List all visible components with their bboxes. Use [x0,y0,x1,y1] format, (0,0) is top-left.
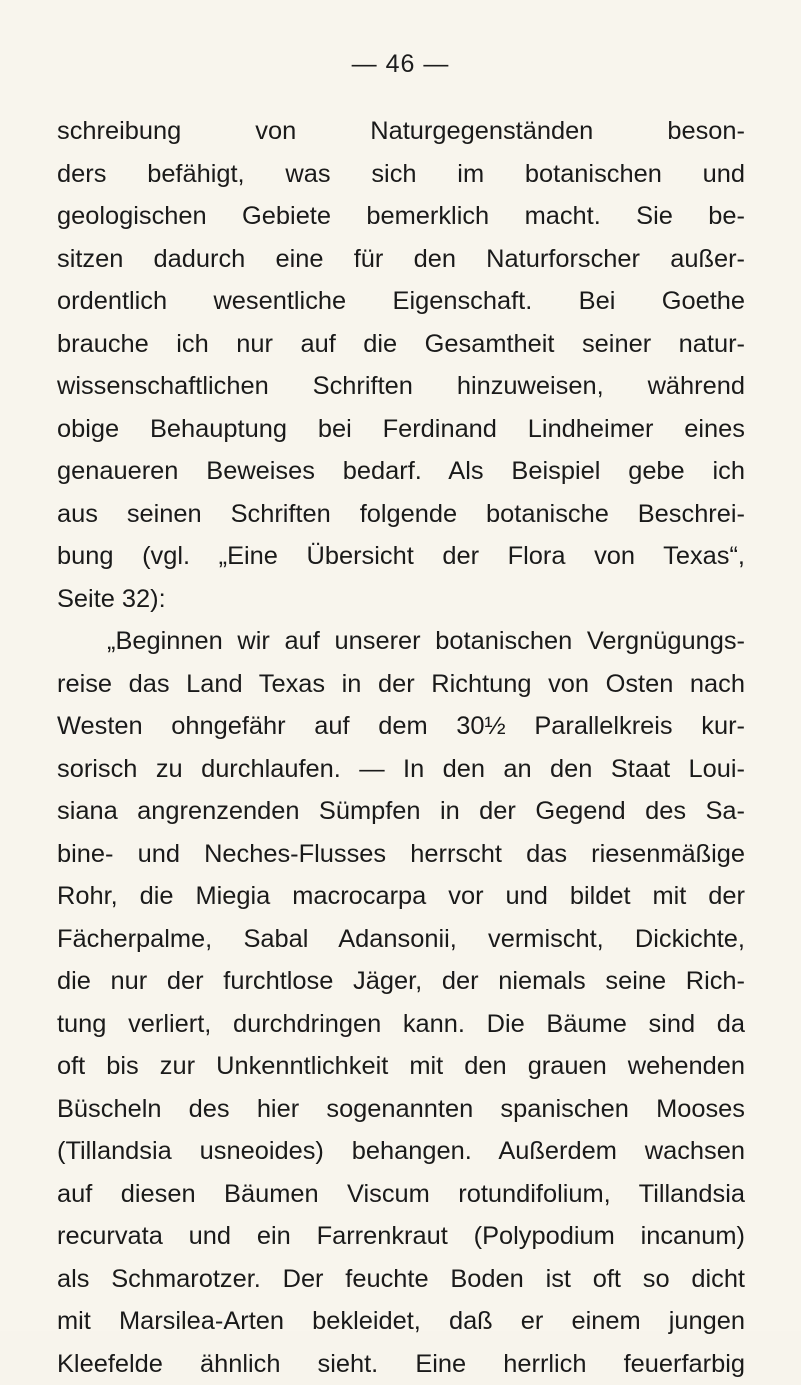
text-line: Fächerpalme, Sabal Adansonii, vermischt, Dickichte, [57,918,745,961]
text-line: ordentlich wesentliche Eigenschaft. Bei Goethe [57,280,745,323]
text-line: ders befähigt, was sich im botanischen und [57,153,745,196]
page-number: — 46 — [0,50,801,79]
text-line: bine- und Neches-Flusses herrscht das riesenmäßige [57,833,745,876]
text-line: Büscheln des hier sogenannten spanischen Mooses [57,1088,745,1131]
text-line: recurvata und ein Farrenkraut (Polypodium incanum) [57,1215,745,1258]
text-line: Rohr, die Miegia macrocarpa vor und bildet mit der [57,875,745,918]
text-line: als Schmarotzer. Der feuchte Boden ist oft so dicht [57,1258,745,1301]
text-line: Kleefelde ähnlich sieht. Eine herrlich feuerfarbig [57,1343,745,1385]
text-line: brauche ich nur auf die Gesamtheit seiner natur- [57,323,745,366]
body-text [57,110,745,1385]
text-line: sitzen dadurch eine für den Naturforscher außer- [57,238,745,281]
text-line: schreibung von Naturgegenständen beson- [57,110,745,153]
text-line: oft bis zur Unkenntlichkeit mit den grauen wehenden [57,1045,745,1088]
text-line: obige Behauptung bei Ferdinand Lindheimer eines [57,408,745,451]
text-line: mit Marsilea-Arten bekleidet, daß er einem jungen [57,1300,745,1343]
text-line: die nur der furchtlose Jäger, der niemals seine Rich- [57,960,745,1003]
text-line: „Beginnen wir auf unserer botanischen Vergnügungs- [57,620,745,663]
text-line: tung verliert, durchdringen kann. Die Bäume sind da [57,1003,745,1046]
text-line: sorisch zu durchlaufen. — In den an den Staat Loui- [57,748,745,791]
text-line: (Tillandsia usneoides) behangen. Außerdem wachsen [57,1130,745,1173]
text-line: auf diesen Bäumen Viscum rotundifolium, Tillandsia [57,1173,745,1216]
text-line: aus seinen Schriften folgende botanische Beschrei- [57,493,745,536]
text-line: siana angrenzenden Sümpfen in der Gegend des Sa- [57,790,745,833]
text-line: wissenschaftlichen Schriften hinzuweisen, während [57,365,745,408]
text-line: geologischen Gebiete bemerklich macht. Sie be- [57,195,745,238]
text-line: Seite 32): [57,578,745,621]
text-line: genaueren Beweises bedarf. Als Beispiel gebe ich [57,450,745,493]
text-line: reise das Land Texas in der Richtung von Osten nach [57,663,745,706]
text-line: Westen ohngefähr auf dem 30½ Parallelkreis kur- [57,705,745,748]
text-line: bung (vgl. „Eine Übersicht der Flora von Texas“, [57,535,745,578]
